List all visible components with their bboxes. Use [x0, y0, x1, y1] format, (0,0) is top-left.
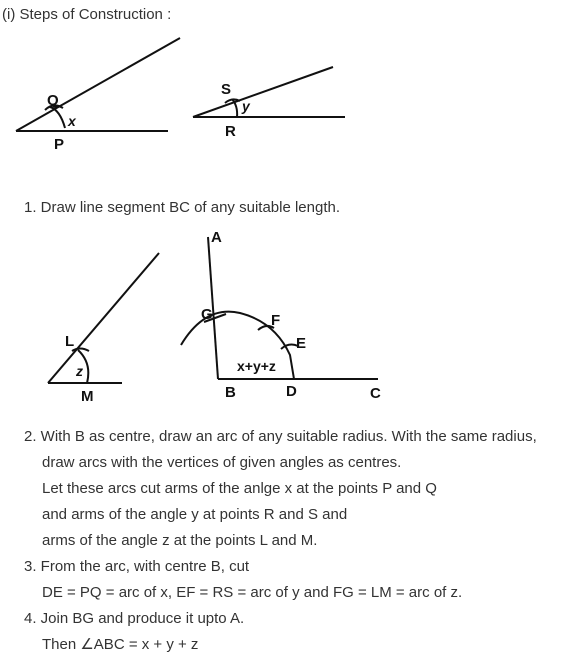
step-2-line-1: 2. With B as centre, draw an arc of any suitable radius. With the same radius,: [24, 428, 537, 445]
arc-mark-l: [72, 349, 89, 352]
step-2-line-5: arms of the angle z at the points L and M.: [42, 532, 318, 549]
step-3-line-2: DE = PQ = arc of x, EF = RS = arc of y and FG = LM = arc of z.: [42, 584, 463, 601]
point-q-label: Q: [47, 92, 59, 109]
given-angles-figure: [0, 0, 566, 160]
point-c-label: C: [370, 385, 381, 402]
angle-x-construction: [16, 38, 180, 131]
point-b-label: B: [225, 384, 236, 401]
constructed-angle-figure: [0, 225, 566, 405]
point-l-label: L: [65, 333, 75, 350]
angle-z-label: z: [76, 363, 83, 379]
angle-y-label: y: [242, 98, 250, 114]
step-2-line-3: Let these arcs cut arms of the anlge x at the points P and Q: [42, 480, 437, 497]
point-d-label: D: [286, 383, 297, 400]
point-f-label: F: [271, 312, 281, 329]
point-a-label: A: [211, 229, 222, 246]
point-r-label: R: [225, 123, 236, 140]
angle-y-upper-arm: [193, 67, 333, 117]
angle-x-upper-arm: [16, 38, 180, 131]
point-g-label: G: [201, 306, 213, 323]
step-2-line-2: draw arcs with the vertices of given angles as centres.: [42, 454, 402, 471]
step-4-line-1: 4. Join BG and produce it upto A.: [24, 610, 245, 627]
angle-x-label: x: [68, 113, 76, 129]
step-4-line-2: Then ∠ABC = x + y + z: [42, 636, 199, 653]
point-e-label: E: [296, 335, 307, 352]
angle-sum-label: x+y+z: [237, 358, 276, 374]
step-2-line-4: and arms of the angle y at points R and S and: [42, 506, 348, 523]
angle-z-upper-arm: [48, 253, 159, 383]
point-p-label: P: [54, 136, 65, 153]
angle-z-construction: [48, 253, 159, 383]
point-m-label: M: [81, 388, 94, 405]
heading: (i) Steps of Construction :: [2, 6, 172, 23]
point-s-label: S: [221, 81, 232, 98]
step-1: 1. Draw line segment BC of any suitable length.: [24, 199, 341, 216]
step-3-line-1: 3. From the arc, with centre B, cut: [24, 558, 250, 575]
angle-y-construction: [193, 67, 345, 117]
